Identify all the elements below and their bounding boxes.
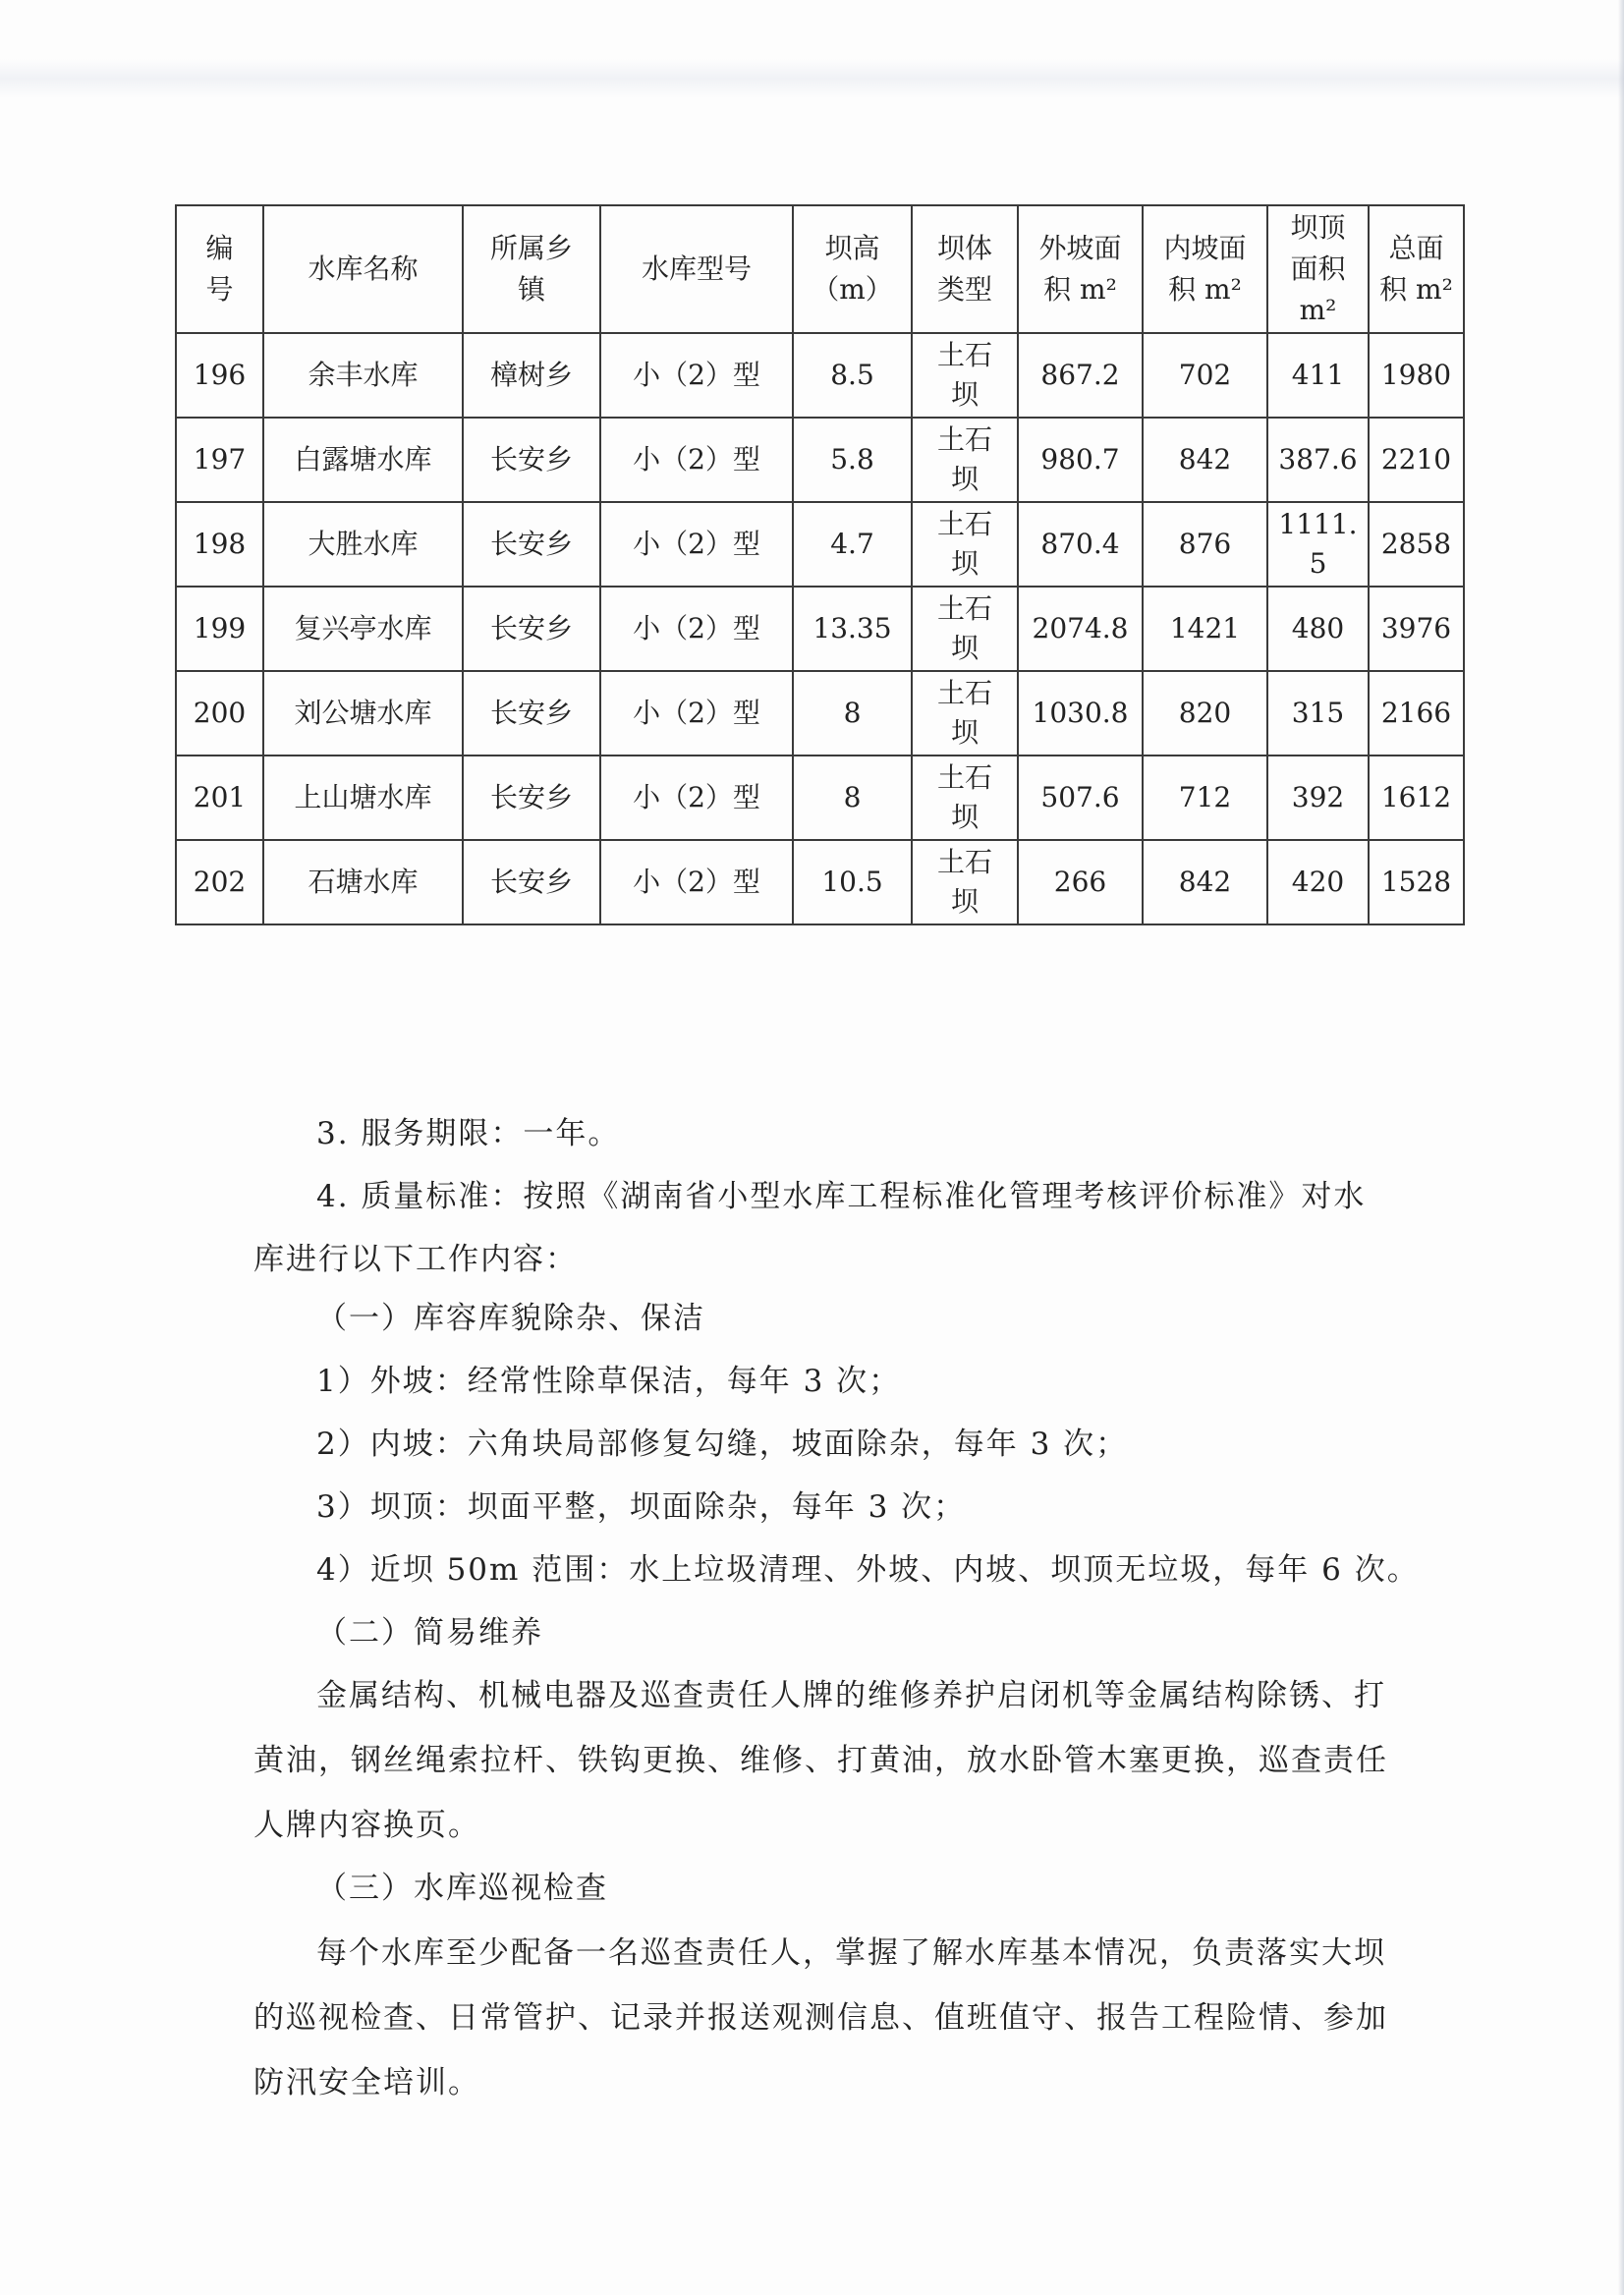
cell-township: 长安乡 — [463, 756, 600, 840]
cell-model: 小（2）型 — [600, 333, 793, 418]
cell-outer-slope: 870.4 — [1018, 502, 1143, 587]
cell-id: 196 — [176, 333, 263, 418]
header-cell-township: 所属乡 镇 — [463, 205, 600, 333]
header-cell-name: 水库名称 — [263, 205, 463, 333]
reservoir-table — [175, 204, 1465, 925]
inspection-paragraph-line1: 每个水库至少配备一名巡查责任人，掌握了解水库基本情况，负责落实大坝 — [316, 1935, 1386, 1971]
cell-total-area: 2166 — [1369, 671, 1464, 756]
cell-crest-area: 411 — [1267, 333, 1369, 418]
cell-model: 小（2）型 — [600, 587, 793, 671]
table-row — [176, 418, 1464, 502]
item-service-period: 3. 服务期限：一年。 — [316, 1116, 621, 1151]
cell-crest-area: 392 — [1267, 756, 1369, 840]
cell-total-area: 2858 — [1369, 502, 1464, 587]
cell-crest-area: 387.6 — [1267, 418, 1369, 502]
cell-dam-type: 土石 坝 — [912, 587, 1018, 671]
cell-dam-type: 土石 坝 — [912, 840, 1018, 924]
header-cell-outer-slope: 外坡面 积 m² — [1018, 205, 1143, 333]
cell-crest-area: 480 — [1267, 587, 1369, 671]
cell-crest-area: 420 — [1267, 840, 1369, 924]
cell-name: 刘公塘水库 — [263, 671, 463, 756]
cell-total-area: 3976 — [1369, 587, 1464, 671]
cell-township: 长安乡 — [463, 418, 600, 502]
section-heading-maintenance: （二）简易维养 — [316, 1615, 543, 1651]
cell-id: 199 — [176, 587, 263, 671]
cell-inner-slope: 1421 — [1143, 587, 1267, 671]
cell-model: 小（2）型 — [600, 756, 793, 840]
table-header-row — [176, 205, 1464, 333]
scan-edge — [1618, 0, 1624, 2295]
cell-outer-slope: 980.7 — [1018, 418, 1143, 502]
list-item-outer-slope: 1）外坡：经常性除草保洁，每年 3 次； — [316, 1364, 902, 1399]
cell-name: 大胜水库 — [263, 502, 463, 587]
cell-id: 201 — [176, 756, 263, 840]
cell-name: 上山塘水库 — [263, 756, 463, 840]
cell-name: 余丰水库 — [263, 333, 463, 418]
cell-inner-slope: 702 — [1143, 333, 1267, 418]
cell-name: 石塘水库 — [263, 840, 463, 924]
cell-name: 白露塘水库 — [263, 418, 463, 502]
cell-height: 8.5 — [793, 333, 912, 418]
table-header — [176, 205, 1464, 333]
table-row — [176, 756, 1464, 840]
cell-outer-slope: 2074.8 — [1018, 587, 1143, 671]
list-item-dam-crest: 3）坝顶：坝面平整，坝面除杂，每年 3 次； — [316, 1489, 967, 1525]
cell-model: 小（2）型 — [600, 418, 793, 502]
scan-artifact — [0, 59, 1624, 98]
cell-dam-type: 土石 坝 — [912, 502, 1018, 587]
header-cell-dam-type: 坝体 类型 — [912, 205, 1018, 333]
table-row — [176, 587, 1464, 671]
cell-inner-slope: 842 — [1143, 840, 1267, 924]
cell-id: 198 — [176, 502, 263, 587]
table-body — [176, 333, 1464, 924]
header-cell-id: 编 号 — [176, 205, 263, 333]
cell-township: 长安乡 — [463, 502, 600, 587]
list-item-inner-slope: 2）内坡：六角块局部修复勾缝，坡面除杂，每年 3 次； — [316, 1427, 1129, 1462]
cell-crest-area: 1111. 5 — [1267, 502, 1369, 587]
inspection-paragraph-line2: 的巡视检查、日常管护、记录并报送观测信息、值班值守、报告工程险情、参加 — [253, 2000, 1388, 2036]
item-quality-standard-line1: 4. 质量标准：按照《湖南省小型水库工程标准化管理考核评价标准》对水 — [316, 1179, 1367, 1214]
cell-inner-slope: 712 — [1143, 756, 1267, 840]
inspection-paragraph-line3: 防汛安全培训。 — [253, 2065, 480, 2100]
cell-id: 200 — [176, 671, 263, 756]
table-row — [176, 840, 1464, 924]
cell-dam-type: 土石 坝 — [912, 418, 1018, 502]
maintenance-paragraph-line2: 黄油，钢丝绳索拉杆、铁钩更换、维修、打黄油，放水卧管木塞更换，巡查责任 — [253, 1743, 1388, 1778]
cell-outer-slope: 867.2 — [1018, 333, 1143, 418]
cell-outer-slope: 507.6 — [1018, 756, 1143, 840]
header-cell-model: 水库型号 — [600, 205, 793, 333]
cell-inner-slope: 820 — [1143, 671, 1267, 756]
cell-dam-type: 土石 坝 — [912, 756, 1018, 840]
table-row — [176, 502, 1464, 587]
header-cell-total-area: 总面 积 m² — [1369, 205, 1464, 333]
cell-township: 长安乡 — [463, 840, 600, 924]
table-row — [176, 333, 1464, 418]
cell-township: 长安乡 — [463, 671, 600, 756]
cell-height: 10.5 — [793, 840, 912, 924]
cell-township: 樟树乡 — [463, 333, 600, 418]
cell-height: 13.35 — [793, 587, 912, 671]
cell-outer-slope: 266 — [1018, 840, 1143, 924]
cell-inner-slope: 876 — [1143, 502, 1267, 587]
maintenance-paragraph-line1: 金属结构、机械电器及巡查责任人牌的维修养护启闭机等金属结构除锈、打 — [316, 1678, 1386, 1713]
header-cell-inner-slope: 内坡面 积 m² — [1143, 205, 1267, 333]
cell-dam-type: 土石 坝 — [912, 671, 1018, 756]
cell-height: 8 — [793, 756, 912, 840]
cell-inner-slope: 842 — [1143, 418, 1267, 502]
cell-name: 复兴亭水库 — [263, 587, 463, 671]
cell-height: 4.7 — [793, 502, 912, 587]
cell-id: 197 — [176, 418, 263, 502]
cell-total-area: 1980 — [1369, 333, 1464, 418]
maintenance-paragraph-line3: 人牌内容换页。 — [253, 1808, 480, 1843]
list-item-near-dam: 4）近坝 50m 范围：水上垃圾清理、外坡、内坡、坝顶无垃圾，每年 6 次。 — [316, 1552, 1420, 1588]
cell-height: 5.8 — [793, 418, 912, 502]
cell-id: 202 — [176, 840, 263, 924]
section-heading-inspection: （三）水库巡视检查 — [316, 1871, 608, 1906]
cell-township: 长安乡 — [463, 587, 600, 671]
header-cell-crest-area: 坝顶 面积 m² — [1267, 205, 1369, 333]
cell-model: 小（2）型 — [600, 840, 793, 924]
section-heading-cleaning: （一）库容库貌除杂、保洁 — [316, 1301, 705, 1336]
table-row — [176, 671, 1464, 756]
cell-height: 8 — [793, 671, 912, 756]
cell-total-area: 2210 — [1369, 418, 1464, 502]
header-cell-height: 坝高 （m） — [793, 205, 912, 333]
cell-model: 小（2）型 — [600, 671, 793, 756]
cell-crest-area: 315 — [1267, 671, 1369, 756]
cell-dam-type: 土石 坝 — [912, 333, 1018, 418]
cell-total-area: 1528 — [1369, 840, 1464, 924]
cell-total-area: 1612 — [1369, 756, 1464, 840]
item-quality-standard-line2: 库进行以下工作内容： — [253, 1242, 578, 1277]
cell-model: 小（2）型 — [600, 502, 793, 587]
cell-outer-slope: 1030.8 — [1018, 671, 1143, 756]
